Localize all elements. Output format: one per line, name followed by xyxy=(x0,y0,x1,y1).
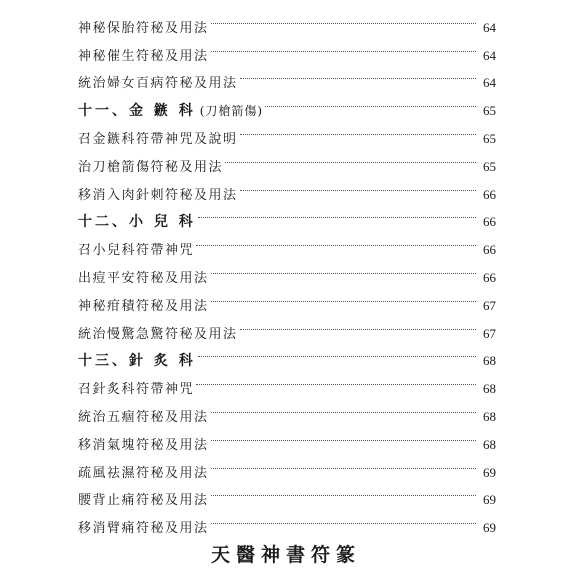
toc-page-number: 68 xyxy=(483,381,496,397)
toc-entry-title: 疏風祛濕符秘及用法 xyxy=(78,465,209,481)
toc-page-number: 69 xyxy=(483,492,496,508)
dot-leader xyxy=(211,4,476,32)
dot-leader xyxy=(240,115,476,143)
toc-entry-title: 十一、金 鏃 科 xyxy=(78,103,196,120)
toc-page-number: 68 xyxy=(483,436,496,452)
toc-page-number: 64 xyxy=(483,19,496,35)
toc-entry-title: 治刀槍箭傷符秘及用法 xyxy=(78,159,224,175)
dot-leader xyxy=(240,171,476,199)
toc-page-number: 67 xyxy=(483,297,496,313)
toc-entry-note: (刀槍箭傷) xyxy=(199,104,264,119)
toc-page-number: 66 xyxy=(483,242,496,258)
toc-entry-title: 腰背止痛符秘及用法 xyxy=(78,493,209,509)
dot-leader xyxy=(211,421,476,449)
dot-leader xyxy=(198,338,476,366)
toc-page-number: 66 xyxy=(483,186,496,202)
toc-entry-title: 神秘疳積符秘及用法 xyxy=(78,298,209,314)
dot-leader xyxy=(211,504,476,532)
toc-page-number: 68 xyxy=(483,408,496,424)
toc-entry-title: 神秘催生符秘及用法 xyxy=(78,48,209,64)
dot-leader xyxy=(211,393,476,421)
toc-entry-title: 召金鏃科符帶神咒及說明 xyxy=(78,131,238,147)
toc-entry-title: 十二、小 兒 科 xyxy=(78,214,196,231)
toc-entry-title: 移消臂痛符秘及用法 xyxy=(78,521,209,537)
dot-leader xyxy=(225,143,476,171)
toc-entry-title: 統治五痼符秘及用法 xyxy=(78,409,209,425)
toc-entry-title: 移消氣塊符秘及用法 xyxy=(78,437,209,453)
toc-entry-title: 統治慢驚急驚符秘及用法 xyxy=(78,326,238,342)
toc-page-number: 69 xyxy=(483,520,496,536)
toc-page-number: 65 xyxy=(483,158,496,174)
toc-entry-title: 神秘保胎符秘及用法 xyxy=(78,20,209,36)
dot-leader xyxy=(265,87,476,115)
toc-page-number: 64 xyxy=(483,75,496,91)
book-title: 天醫神書符篆 xyxy=(210,544,361,566)
dot-leader xyxy=(211,449,476,477)
dot-leader xyxy=(240,310,476,338)
toc-page-number: 66 xyxy=(483,269,496,285)
toc-page-number: 68 xyxy=(483,353,496,369)
toc-entry-title: 統治婦女百病符秘及用法 xyxy=(78,76,238,92)
toc-page-number: 69 xyxy=(483,464,496,480)
toc-entry xyxy=(78,4,496,36)
toc-page-number: 66 xyxy=(483,214,496,230)
dot-leader xyxy=(240,60,476,88)
toc-page-number: 65 xyxy=(483,103,496,119)
dot-leader xyxy=(198,199,476,227)
toc-entry-title: 召小兒科符帶神咒 xyxy=(78,243,195,259)
dot-leader xyxy=(196,226,476,254)
toc-entry-title: 召針炙科符帶神咒 xyxy=(78,382,195,398)
dot-leader xyxy=(211,477,476,505)
dot-leader xyxy=(211,32,476,60)
toc-page-number: 64 xyxy=(483,47,496,63)
table-of-contents xyxy=(78,4,496,537)
toc-entry-title: 移消入肉針刺符秘及用法 xyxy=(78,187,238,203)
toc-page-number: 65 xyxy=(483,130,496,146)
toc-entry-title: 十三、針 炙 科 xyxy=(78,353,196,370)
dot-leader xyxy=(211,254,476,282)
toc-page-number: 67 xyxy=(483,325,496,341)
toc-entry-title: 出痘平安符秘及用法 xyxy=(78,270,209,286)
dot-leader xyxy=(196,365,476,393)
dot-leader xyxy=(211,282,476,310)
